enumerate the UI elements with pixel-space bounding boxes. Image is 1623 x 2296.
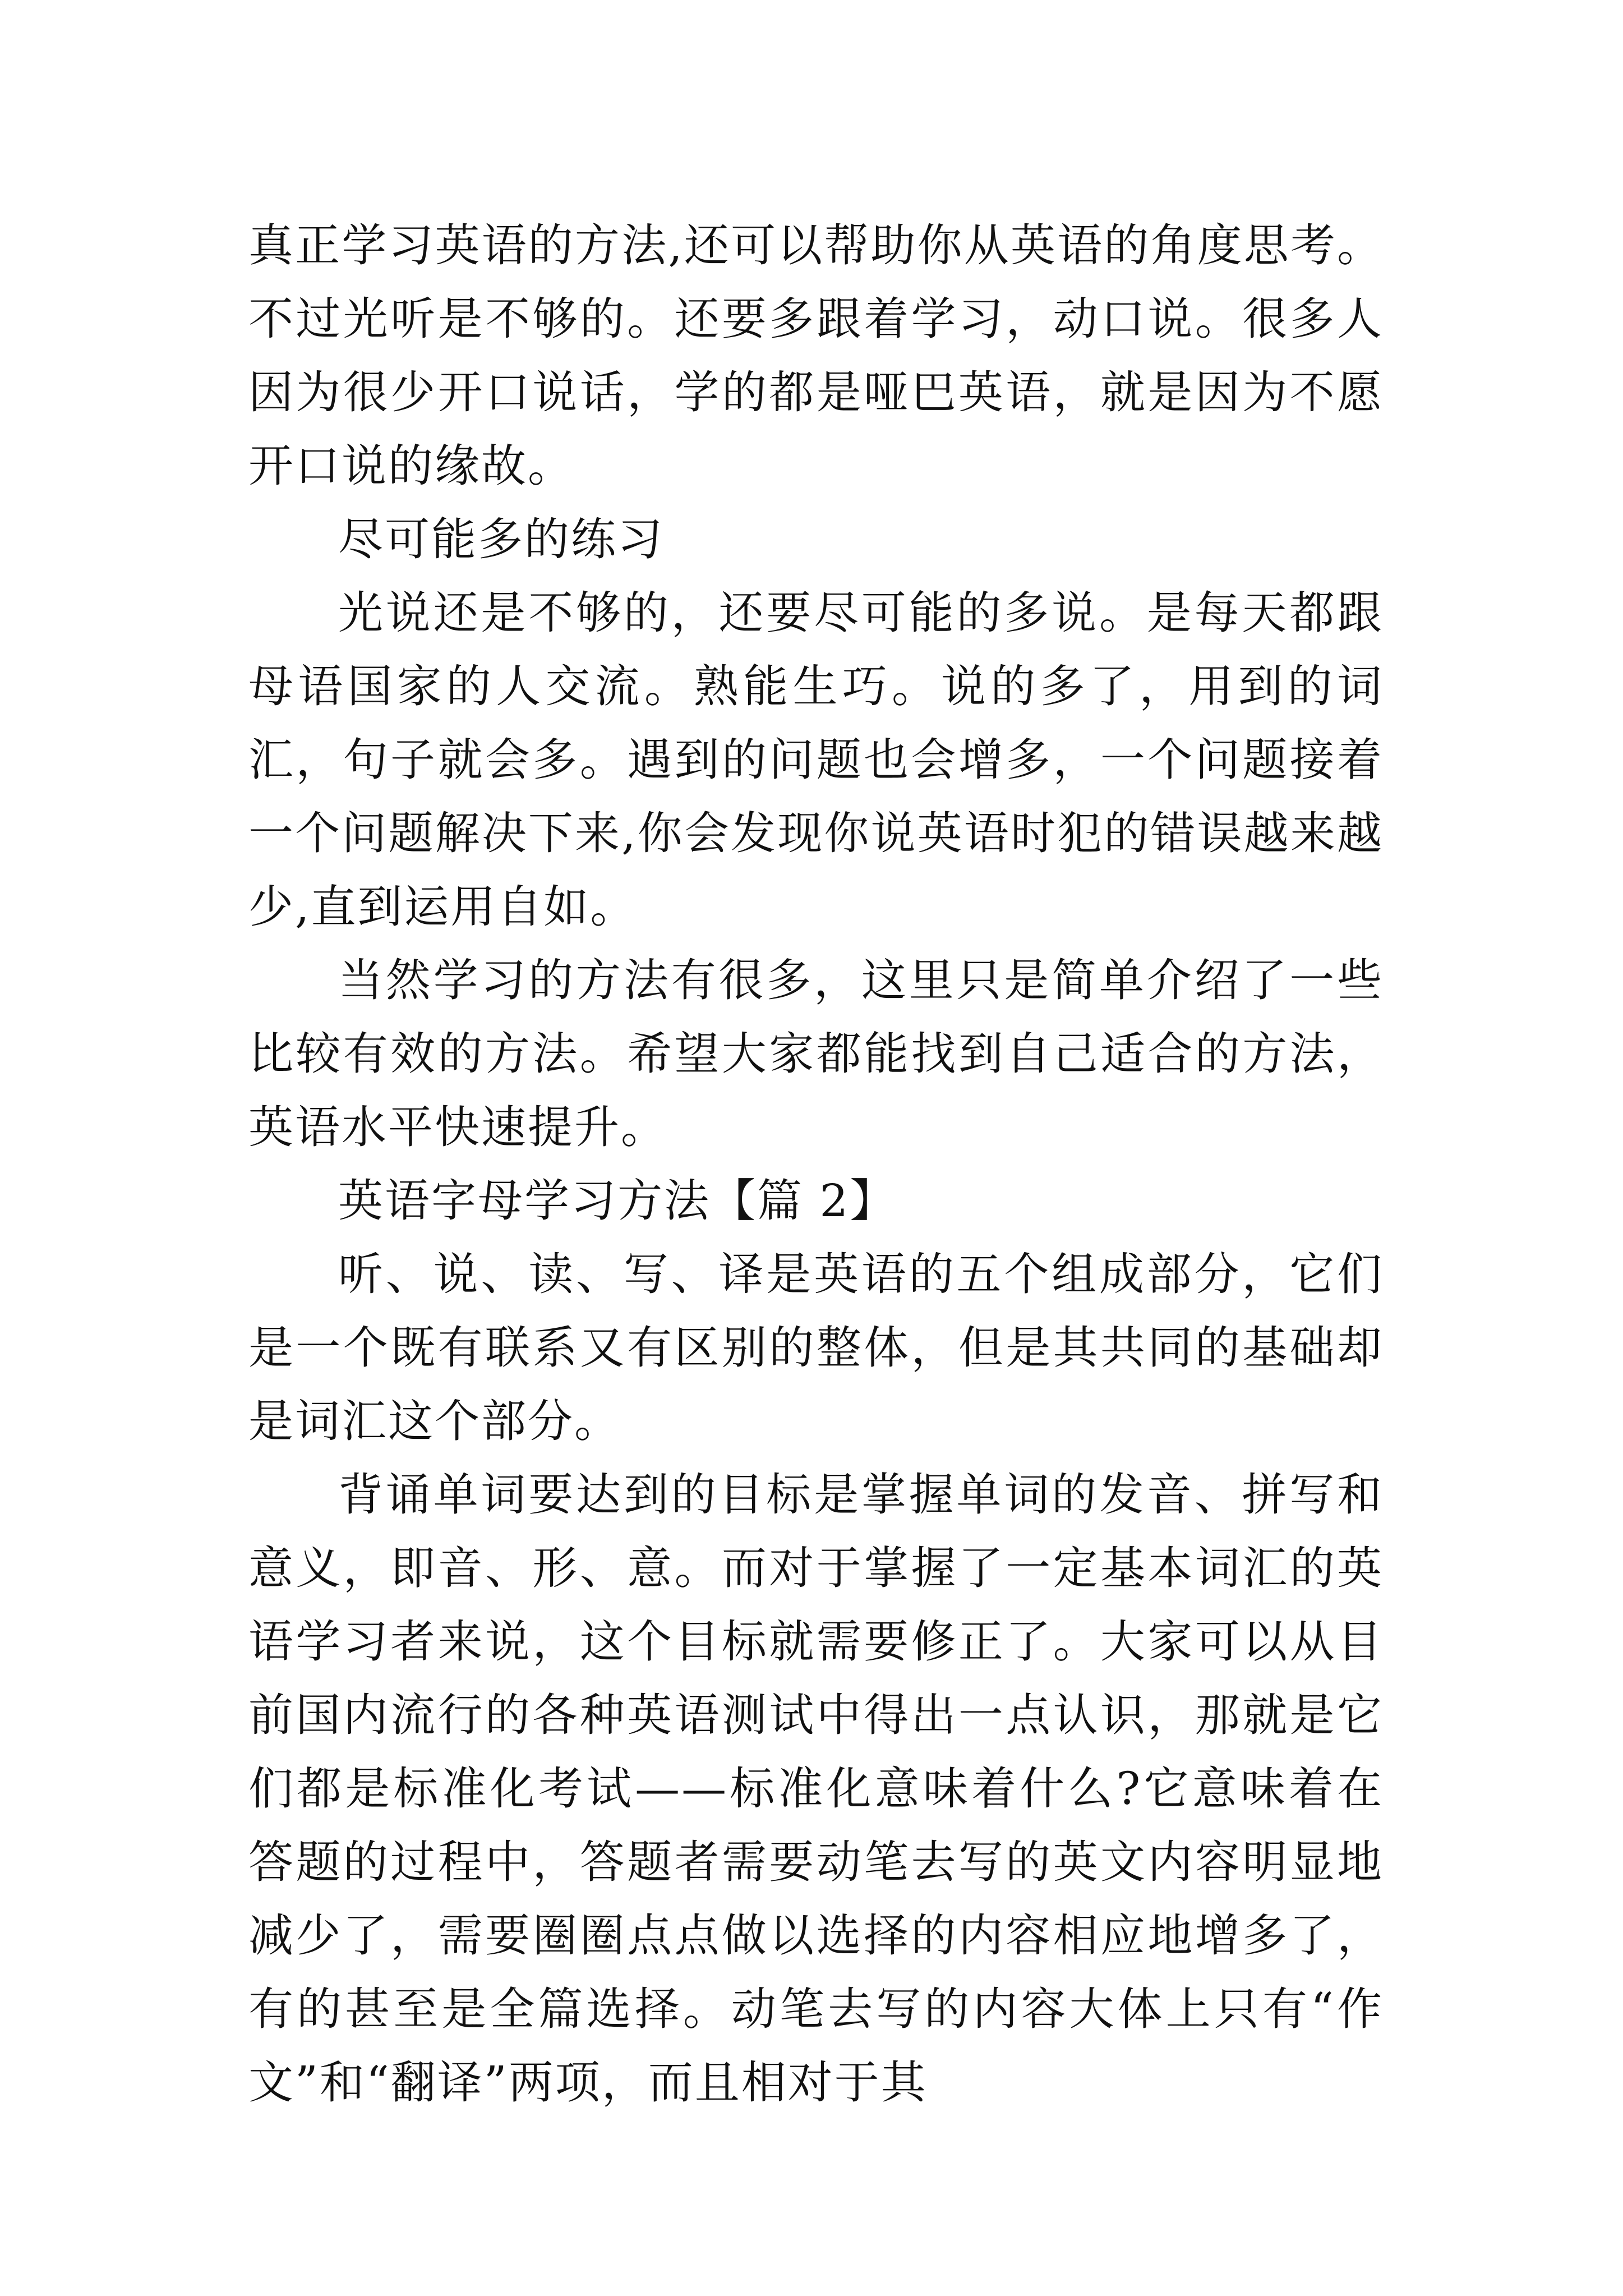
paragraph-conclusion: 当然学习的方法有很多，这里只是简单介绍了一些比较有效的方法。希望大家都能找到自己适合的方法，英语水平快速提升。 (248, 954, 1384, 1153)
section-heading-practice: 尽可能多的练习 (338, 513, 664, 565)
document-page (248, 209, 1384, 2119)
section-heading-part-2: 英语字母学习方法【篇 2】 (338, 1175, 897, 1227)
paragraph-practice-speaking: 光说还是不够的，还要尽可能的多说。是每天都跟母语国家的人交流。熟能生巧。说的多了，用到的词汇，句子就会多。遇到的问题也会增多，一个问题接着一个问题解决下来,你会发现你说英语时犯的错误越来越少,直到运用自如。 (248, 587, 1384, 933)
paragraph-vocabulary-goals: 背诵单词要达到的目标是掌握单词的发音、拼写和意义，即音、形、意。而对于掌握了一定基本词汇的英语学习者来说，这个目标就需要修正了。大家可以从目前国内流行的各种英语测试中得出一点认识，那就是它们都是标准化考试——标准化意味着什么?它意味着在答题的过程中，答题者需要动笔去写的英文内容明显地减少了，需要圈圈点点做以选择的内容相应地增多了，有的甚至是全篇选择。动笔去写的内容大体上只有“作文”和“翻译”两项，而且相对于其 (248, 1469, 1384, 2109)
paragraph-intro-continued: 真正学习英语的方法,还可以帮助你从英语的角度思考。不过光听是不够的。还要多跟着学习，动口说。很多人因为很少开口说话，学的都是哑巴英语，就是因为不愿开口说的缘故。 (248, 219, 1384, 492)
paragraph-five-skills: 听、说、读、写、译是英语的五个组成部分，它们是一个既有联系又有区别的整体，但是其共同的基础却是词汇这个部分。 (248, 1248, 1384, 1447)
